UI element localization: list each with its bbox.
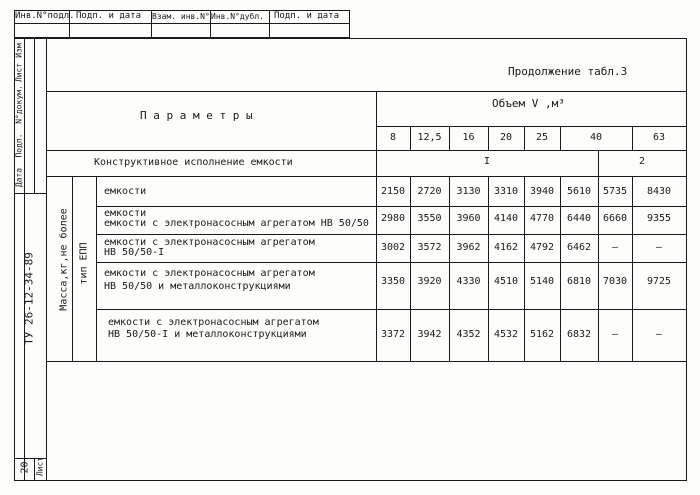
volume-16: 16 <box>462 132 475 143</box>
design-group-2: 2 <box>638 156 646 167</box>
stamp-podp-data-1: Подп. и дата <box>76 11 142 21</box>
value-cell-r4-c7: 7030 <box>602 276 628 287</box>
volume-header: Объем V ,м³ <box>492 97 565 110</box>
value-cell-r2-c6: 6440 <box>566 213 592 224</box>
row-4-label-1: емкости с электронасосным агрегатом <box>104 268 315 279</box>
row-2-label-2: емкости с электронасосным агрегатом НВ 50/50 <box>104 218 369 229</box>
value-cell-r5-c1: 3372 <box>380 329 406 340</box>
volume-40: 40 <box>589 132 603 143</box>
value-cell-r4-c1: 3350 <box>380 276 406 287</box>
value-cell-r2-c7: 6660 <box>602 213 628 224</box>
stamp-n-dokum: N°докум. <box>14 85 24 124</box>
row-1-label: емкости <box>104 186 147 197</box>
value-cell-r1-c2: 2720 <box>417 186 442 197</box>
row-5-label-2: НВ 50/50-I и металлоконструкциями <box>108 329 307 340</box>
stamp-izm: Изм <box>14 43 24 58</box>
value-cell-r3-c6: 6462 <box>566 242 592 253</box>
value-cell-r1-c6: 5610 <box>566 186 592 197</box>
value-cell-r2-c4: 4140 <box>493 213 519 224</box>
design-group-1: I <box>483 156 491 167</box>
sheet-label: Лист <box>35 456 45 477</box>
mass-label: Масса,кг,не более <box>58 208 70 311</box>
stamp-vzam-inv: Взам. инв.N° <box>152 12 210 21</box>
stamp-list: Лист <box>14 62 24 83</box>
sheet-number: 20 <box>19 461 31 474</box>
value-cell-r4-c4: 4510 <box>493 276 519 287</box>
value-cell-r1-c3: 3130 <box>456 186 481 197</box>
value-cell-r2-c2: 3550 <box>417 213 442 224</box>
row-3-label-1: емкости с электронасосным агрегатом <box>104 237 315 248</box>
value-cell-r5-c5: 5162 <box>529 329 555 340</box>
stamp-podp-data-2: Подп. и дата <box>274 11 340 21</box>
value-cell-r3-c7: – <box>611 242 619 253</box>
value-cell-r3-c8: – <box>655 242 663 253</box>
continuation-label: Продолжение табл.3 <box>508 65 628 78</box>
value-cell-r2-c5: 4770 <box>529 213 555 224</box>
value-cell-r1-c8: 8430 <box>646 186 672 197</box>
value-cell-r4-c6: 6810 <box>566 276 592 287</box>
value-cell-r5-c8: – <box>655 329 663 340</box>
stamp-podp: Подп. <box>14 133 24 158</box>
value-cell-r5-c3: 4352 <box>456 329 481 340</box>
value-cell-r1-c7: 5735 <box>602 186 628 197</box>
value-cell-r2-c3: 3960 <box>456 213 481 224</box>
top-stamp <box>14 10 350 38</box>
value-cell-r5-c6: 6832 <box>566 329 592 340</box>
value-cell-r1-c4: 3310 <box>493 186 519 197</box>
doc-code: ТУ 26-12-34-89 <box>22 252 36 345</box>
value-cell-r3-c4: 4162 <box>493 242 519 253</box>
volume-8: 8 <box>389 132 397 143</box>
row-5-label-1: емкости с электронасосным агрегатом <box>108 317 319 328</box>
row-2-label-1: емкости <box>104 208 147 219</box>
value-cell-r3-c1: 3002 <box>380 242 406 253</box>
volume-25: 25 <box>535 132 549 143</box>
params-header: П а р а м е т р ы <box>140 109 253 122</box>
value-cell-r3-c5: 4792 <box>529 242 555 253</box>
value-cell-r3-c2: 3572 <box>417 242 442 253</box>
value-cell-r5-c4: 4532 <box>493 329 519 340</box>
value-cell-r2-c8: 9355 <box>646 213 672 224</box>
value-cell-r1-c1: 2150 <box>380 186 406 197</box>
stamp-inv-podl: Инв.N°подл. <box>15 11 75 21</box>
design-label: Конструктивное исполнение емкости <box>94 157 293 168</box>
value-cell-r4-c2: 3920 <box>417 276 442 287</box>
type-label: тип ЕПП <box>78 242 90 285</box>
volume-63: 63 <box>652 132 666 143</box>
stamp-inv-dubl: Инв.N°дубл. <box>211 12 264 21</box>
value-cell-r3-c3: 3962 <box>456 242 481 253</box>
row-4-label-2: НВ 50/50 и металлоконструкциями <box>104 281 291 292</box>
value-cell-r5-c2: 3942 <box>417 329 442 340</box>
value-cell-r5-c7: – <box>611 329 619 340</box>
value-cell-r4-c3: 4330 <box>456 276 481 287</box>
volume-12-5: 12,5 <box>417 132 442 143</box>
value-cell-r2-c1: 2980 <box>380 213 406 224</box>
value-cell-r4-c5: 5140 <box>529 276 555 287</box>
value-cell-r4-c8: 9725 <box>646 276 672 287</box>
volume-20: 20 <box>499 132 513 143</box>
value-cell-r1-c5: 3940 <box>529 186 555 197</box>
row-3-label-2: НВ 50/50-I <box>104 247 165 258</box>
stamp-data: Дата <box>14 167 24 188</box>
